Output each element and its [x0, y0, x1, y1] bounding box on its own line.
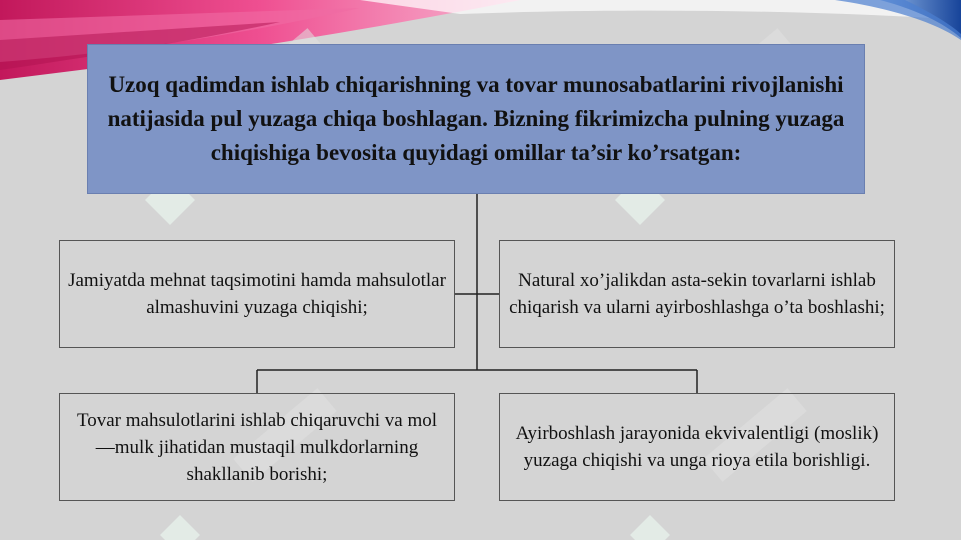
- factor-box-4: [499, 393, 895, 501]
- title-box: [87, 44, 865, 194]
- factor-text-1: Jamiyatda mehnat taqsimotini hamda mahsulotlar almashuvini yuzaga chiqishi;: [68, 270, 446, 318]
- factor-box-1: [59, 240, 455, 348]
- factor-text-4: Ayirboshlash jarayonida ekvivalentligi (moslik) yuzaga chiqishi va unga rioya etila borishligi.: [515, 423, 879, 471]
- factor-box-3: [59, 393, 455, 501]
- factor-text-2: Natural xo’jalikdan asta-sekin tovarlarni ishlab chiqarish va ularni ayirboshlashga o’ta boshlashi;: [509, 270, 885, 318]
- title-text: Uzoq qadimdan ishlab chiqarishning va tovar munosabatlarini rivojlanishi natijasida pul yuzaga chiqa boshlagan. Bizning fikrimizcha pulning yuzaga chiqishiga bevosita quyidagi omillar ta’sir ko’rsatgan:: [107, 72, 845, 165]
- factor-text-3: Tovar mahsulotlarini ishlab chiqaruvchi va mol —mulk jihatidan mustaqil mulkdorlarning shakllanib borishi;: [76, 409, 438, 485]
- factor-box-2: [499, 240, 895, 348]
